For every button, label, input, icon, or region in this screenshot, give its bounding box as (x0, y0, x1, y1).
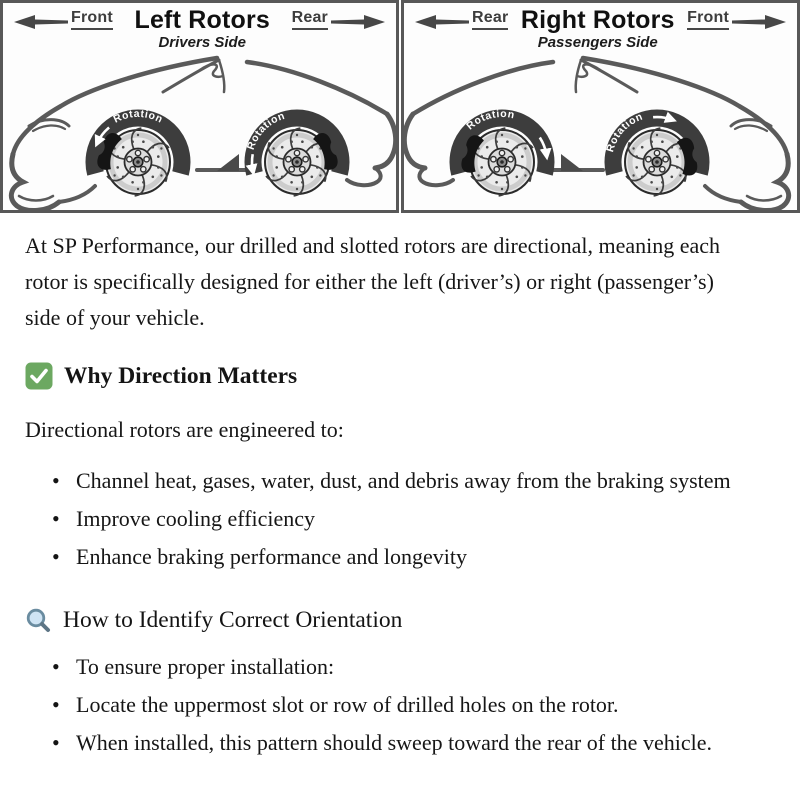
left-rotors-panel (0, 0, 399, 213)
magnifying-glass-icon (25, 607, 52, 634)
list-item: • Locate the uppermost slot or row of drilled holes on the rotor. (52, 687, 748, 723)
left-panel-title-block (134, 7, 270, 51)
left-panel-title: Left Rotors (134, 6, 270, 34)
identify-bullet-list (24, 649, 770, 761)
check-mark-icon (25, 362, 53, 390)
right-car-illustration (404, 50, 797, 210)
front-label-text: Front (687, 9, 729, 30)
left-arrow-icon (414, 14, 470, 30)
right-arrow-icon (330, 14, 386, 30)
why-direction-matters-heading (25, 362, 770, 390)
list-item: • Channel heat, gases, water, dust, and debris away from the braking system (52, 463, 748, 499)
why-lead-text: Directional rotors are engineered to: (25, 417, 344, 442)
intro-paragraph: At SP Performance, our drilled and slotted rotors are directional, meaning each rotor is specifically designed for either the left (driver’s) or right (passenger’s) side of your vehicle. (25, 233, 721, 330)
rotor-direction-diagram (0, 0, 800, 213)
front-label-text: Front (71, 9, 113, 30)
right-panel-subtitle: Passengers Side (537, 34, 658, 52)
article-body (0, 213, 800, 783)
right-panel-title-block (521, 7, 675, 51)
list-item: • To ensure proper installation: (52, 649, 748, 685)
left-panel-header (3, 7, 396, 51)
how-to-identify-heading (25, 607, 770, 634)
right-panel-title: Right Rotors (520, 6, 675, 34)
rear-rotation-label: Rotation (244, 109, 287, 152)
identify-heading-text: How to Identify Correct Orientation (63, 607, 403, 633)
why-bullet-list (24, 463, 770, 575)
right-panel-header (404, 7, 797, 51)
right-arrow-icon (731, 14, 787, 30)
why-heading-text: Why Direction Matters (64, 362, 298, 389)
rear-label-text: Rear (292, 9, 328, 30)
list-item: • Enhance braking performance and longevity (52, 539, 748, 575)
rear-rotation-arrow (252, 154, 253, 171)
rear-rotor (470, 126, 534, 198)
rear-direction-label (414, 9, 508, 30)
front-direction-label (687, 9, 787, 30)
left-panel-subtitle: Drivers Side (158, 34, 246, 52)
rear-direction-label (292, 9, 386, 30)
front-direction-label (13, 9, 113, 30)
list-item: • When installed, this pattern should sweep toward the rear of the vehicle. (52, 725, 748, 761)
right-rotors-panel (401, 0, 800, 213)
front-rotation-label: Rotation (111, 107, 165, 126)
front-rotor (625, 126, 689, 198)
left-car-illustration (3, 50, 396, 210)
left-arrow-icon (13, 14, 69, 30)
front-rotation-label: Rotation (604, 110, 645, 154)
rear-label-text: Rear (472, 9, 508, 30)
rear-rotation-label: Rotation (464, 107, 516, 133)
list-item: • Improve cooling efficiency (52, 501, 748, 537)
